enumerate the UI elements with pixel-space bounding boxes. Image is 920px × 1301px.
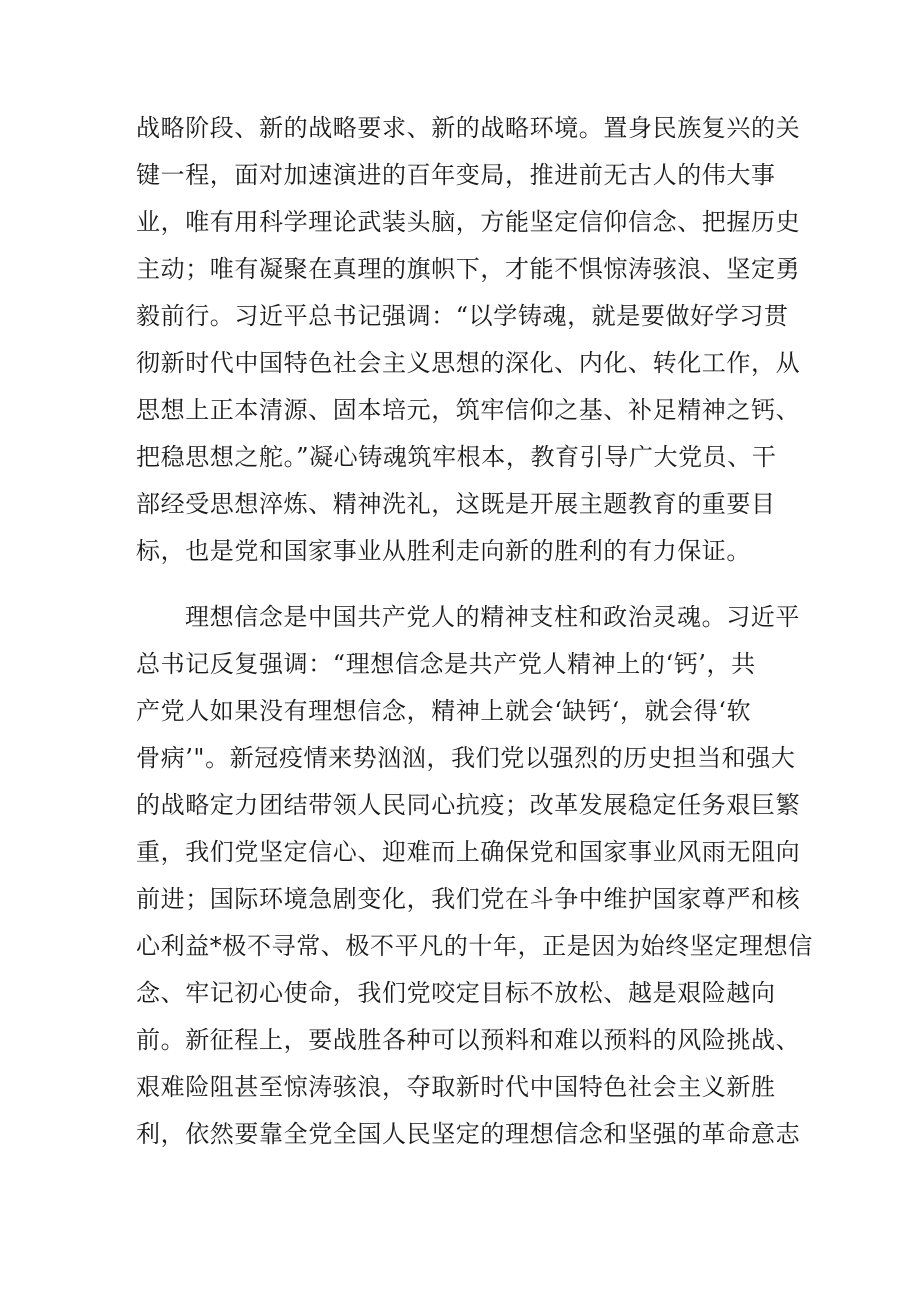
paragraph-2-line-2: 总书记反复强调：“理想信念是共产党人精神上的‘钙’，共 — [136, 650, 756, 678]
paragraph-1-line-9: 部经受思想淬炼、精神洗礼，这既是开展主题教育的重要目 — [136, 490, 776, 518]
paragraph-2-line-3: 产党人如果没有理想信念，精神上就会‘缺钙‘，就会得‘软 — [136, 697, 752, 725]
paragraph-2-line-8: 心利益*极不寻常、极不平凡的十年，正是因为始终坚定理想信 — [136, 932, 813, 960]
paragraph-1-line-10: 标，也是党和国家事业从胜利走向新的胜利的有力保证。 — [136, 537, 751, 565]
paragraph-1-line-4: 主动；唯有凝聚在真理的旗帜下，才能不惧惊涛骇浪、坚定勇 — [136, 255, 801, 283]
paragraph-1-line-8: 把稳思想之舵。”凝心铸魂筑牢根本，教育引导广大党员、干 — [136, 443, 777, 471]
paragraph-1-line-1: 战略阶段、新的战略要求、新的战略环境。置身民族复兴的关 — [136, 114, 801, 142]
paragraph-1-line-2: 键一程，面对加速演进的百年变局，推进前无古人的伟大事 — [136, 161, 776, 189]
paragraph-2-line-1: 理想信念是中国共产党人的精神支柱和政治灵魂。习近平 — [185, 603, 800, 631]
paragraph-1-line-6: 彻新时代中国特色社会主义思想的深化、内化、转化工作，从 — [136, 349, 801, 377]
paragraph-2-line-12: 利，依然要靠全党全国人民坚定的理想信念和坚强的革命意志 — [136, 1120, 801, 1148]
paragraph-2-line-7: 前进；国际环境急剧变化，我们党在斗争中维护国家尊严和核 — [136, 885, 801, 913]
paragraph-1-line-7: 思想上正本清源、固本培元，筑牢信仰之基、补足精神之钙、 — [136, 396, 801, 424]
paragraph-2-line-5: 的战略定力团结带领人民同心抗疫；改革发展稳定任务艰巨繁 — [136, 791, 801, 819]
paragraph-1-line-3: 业，唯有用科学理论武装头脑，方能坚定信仰信念、把握历史 — [136, 208, 801, 236]
paragraph-1-line-5: 毅前行。习近平总书记强调：“以学铸魂，就是要做好学习贯 — [136, 302, 789, 330]
paragraph-2-line-6: 重，我们党坚定信心、迎难而上确保党和国家事业风雨无阻向 — [136, 838, 801, 866]
paragraph-2-line-9: 念、牢记初心使命，我们党咬定目标不放松、越是艰险越向 — [136, 979, 776, 1007]
paragraph-2-line-4: 骨病’"。新冠疫情来势汹汹，我们党以强烈的历史担当和强大 — [136, 744, 796, 772]
paragraph-2-line-10: 前。新征程上，要战胜各种可以预料和难以预料的风险挑战、 — [136, 1026, 801, 1054]
paragraph-2-line-11: 艰难险阻甚至惊涛骇浪，夺取新时代中国特色社会主义新胜 — [136, 1073, 776, 1101]
